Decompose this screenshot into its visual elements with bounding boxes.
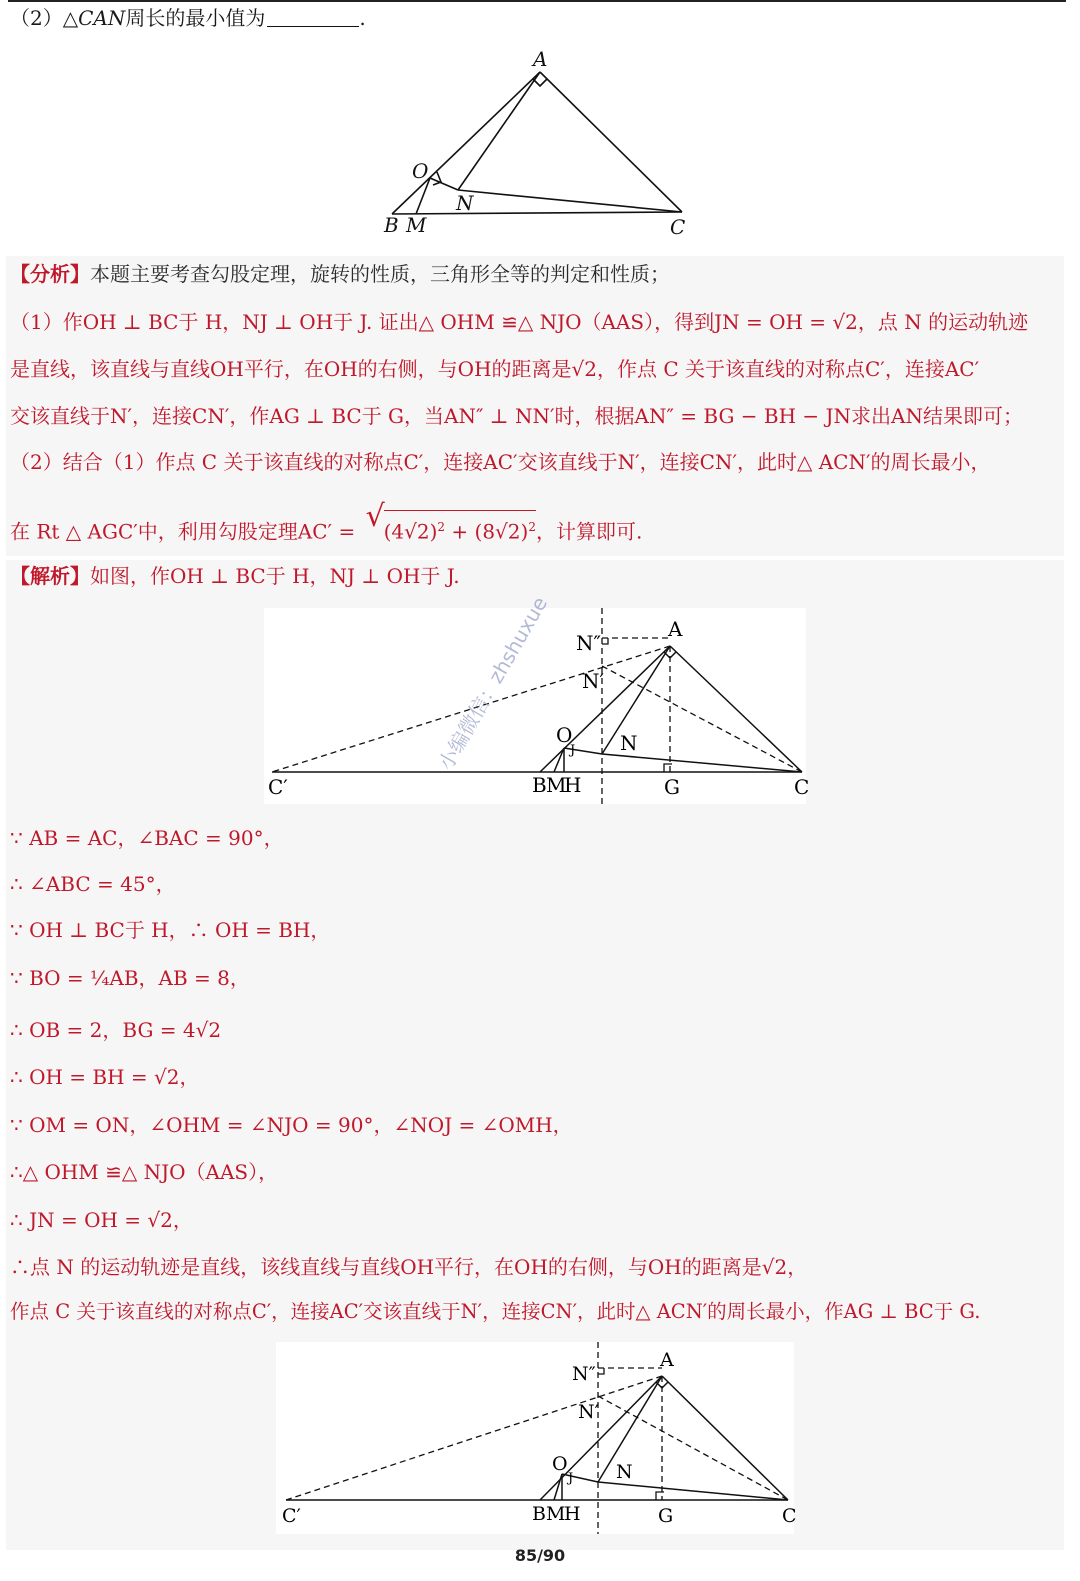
- solution-step-9: ∴ JN = OH = √2，: [10, 1208, 193, 1232]
- solution-step-4: ∵ BO = ¼AB，AB = 8，: [10, 966, 250, 990]
- analysis-intro-line: 【分析】本题主要考查勾股定理，旋转的性质，三角形全等的判定和性质；: [10, 262, 670, 286]
- question-2: （2）△CAN周长的最小值为 .: [10, 6, 366, 30]
- analysis-line-3: 交该直线于N′，连接CN′，作AG ⊥ BC于 G，当AN″ ⊥ NN′时，根据AN″ = BG − BH − JN求出AN结果即可；: [10, 404, 1023, 428]
- fig3-label-A: A: [660, 1349, 674, 1371]
- fig3-label-M: M: [546, 1503, 566, 1525]
- construction-figure-2-svg: [276, 1342, 797, 1534]
- fig2-label-A: A: [668, 617, 683, 641]
- fig3-label-C: C: [782, 1505, 797, 1527]
- solution-step-10: ∴点 N 的运动轨迹是直线，该线直线与直线OH平行，在OH的右侧，与OH的距离是√2，: [10, 1255, 808, 1279]
- fig1-label-C: C: [670, 215, 686, 239]
- top-rule: [8, 0, 1066, 2]
- fig2-label-J: J: [570, 743, 576, 758]
- analysis-line-4: （2）结合（1）作点 C 关于该直线的对称点C′，连接AC′交该直线于N′，连接CN′，此时△ ACN′的周长最小，: [10, 450, 991, 474]
- fig2-label-O: O: [556, 723, 573, 747]
- watermark: 小编微信：zhshuxue: [433, 592, 553, 774]
- fig2-label-Cprime: C′: [268, 775, 288, 799]
- solution-step-1: ∵ AB = AC，∠BAC = 90°，: [10, 826, 284, 850]
- fig3-label-N: N: [616, 1461, 633, 1483]
- fig3-label-Cprime: C′: [282, 1505, 301, 1527]
- fig3-label-O: O: [552, 1453, 568, 1475]
- fig1-label-M: M: [406, 213, 427, 237]
- triangle-figure-svg: [370, 46, 700, 240]
- triangle-figure: [370, 46, 700, 240]
- fig2-label-G: G: [664, 775, 680, 799]
- solution-step-8: ∴△ OHM ≌△ NJO（AAS），: [10, 1160, 279, 1184]
- fig1-label-N: N: [456, 191, 474, 215]
- construction-figure-1-svg: [264, 608, 810, 804]
- solution-step-2: ∴ ∠ABC = 45°，: [10, 872, 176, 896]
- solution-step-11: 作点 C 关于该直线的对称点C′，连接AC′交该直线于N′，连接CN′，此时△ ACN′的周长最小，作AG ⊥ BC于 G.: [10, 1300, 981, 1323]
- solution-step-5: ∴ OB = 2，BG = 4√2: [10, 1018, 222, 1042]
- fig3-label-B: B: [532, 1503, 546, 1525]
- page-number: 85/90: [514, 1546, 566, 1565]
- analysis-line-1: （1）作OH ⊥ BC于 H，NJ ⊥ OH于 J. 证出△ OHM ≌△ NJO（AAS），得到JN = OH = √2，点 N 的运动轨迹: [10, 310, 1029, 334]
- fig3-label-G: G: [658, 1505, 674, 1527]
- fig1-label-O: O: [412, 159, 429, 183]
- analysis-section: [6, 256, 1064, 556]
- fig2-label-B: B: [532, 773, 547, 797]
- fig1-label-A: A: [533, 47, 548, 71]
- fig2-label-N: N: [620, 731, 638, 755]
- fig3-label-H: H: [564, 1503, 581, 1525]
- fig3-label-N2: N″: [572, 1363, 596, 1385]
- fig2-label-H: H: [564, 773, 582, 797]
- answer-blank: [267, 8, 359, 27]
- fig3-label-N1: N′: [578, 1401, 599, 1423]
- fig2-label-N2: N″: [576, 631, 601, 655]
- fig2-label-N1: N′: [582, 669, 605, 693]
- analysis-line-5: 在 Rt △ AGC′中，利用勾股定理AC′ = √ $(4√2)^2 + (8√2)^2$，计算即可.: [10, 499, 643, 544]
- solution-step-7: ∵ OM = ON，∠OHM = ∠NJO = 90°，∠NOJ = ∠OMH，: [10, 1113, 573, 1137]
- fig1-label-B: B: [384, 213, 399, 237]
- solution-step-3: ∵ OH ⊥ BC于 H，∴ OH = BH，: [10, 918, 331, 942]
- solution-step-6: ∴ OH = BH = √2，: [10, 1065, 200, 1089]
- analysis-line-2: 是直线，该直线与直线OH平行，在OH的右侧，与OH的距离是√2，作点 C 关于该直线的对称点C′，连接AC′: [10, 357, 980, 381]
- sqrt-expression: √ $(4√2)^2 + (8√2)^2$: [365, 499, 536, 544]
- construction-figure-2: [276, 1342, 797, 1534]
- fig2-label-M: M: [546, 773, 567, 797]
- construction-figure-1: [264, 608, 810, 804]
- fig2-label-C: C: [794, 775, 810, 799]
- solution-intro-line: 【解析】如图，作OH ⊥ BC于 H，NJ ⊥ OH于 J.: [10, 564, 460, 588]
- fig3-label-J: J: [568, 1471, 574, 1486]
- solution-section: [6, 560, 1064, 1550]
